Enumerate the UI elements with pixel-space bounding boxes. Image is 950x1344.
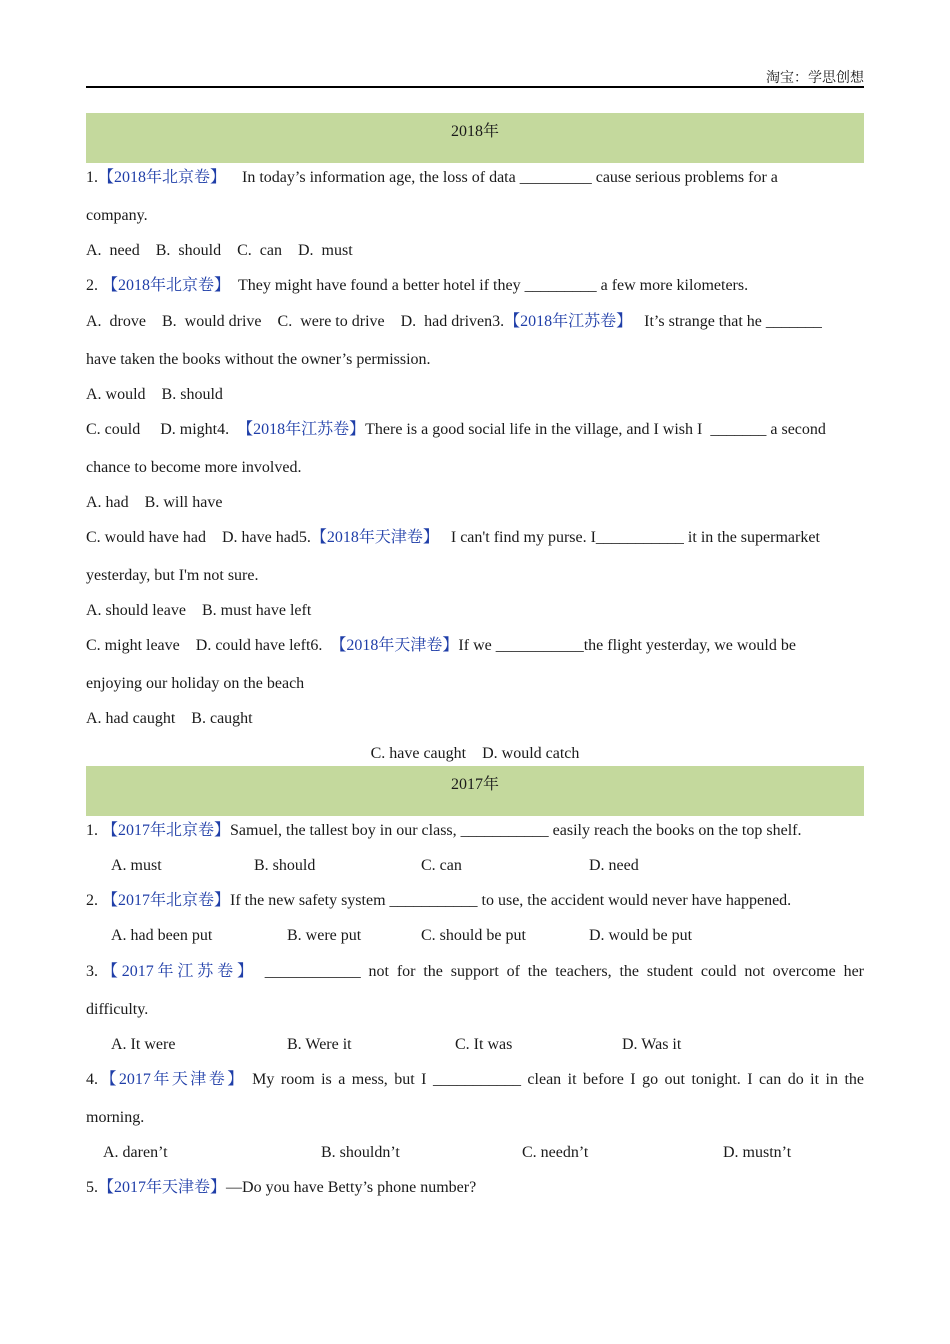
question-2018-1 bbox=[86, 167, 778, 189]
question-stem: If we ___________the flight yesterday, we would be bbox=[458, 637, 796, 654]
option-b: B. shouldn’t bbox=[321, 1144, 400, 1161]
question-options-and-next bbox=[86, 311, 822, 333]
question-stem-continued: company. bbox=[86, 207, 148, 224]
question-options: A. need B. should C. can D. must bbox=[86, 242, 353, 259]
question-source: 【2018年北京卷】 bbox=[102, 277, 231, 294]
question-source: 【2017年江苏卷】 bbox=[98, 963, 257, 980]
question-2017-3 bbox=[86, 961, 864, 983]
question-number: 6. bbox=[310, 637, 323, 654]
question-options: A. had B. will have bbox=[86, 494, 223, 511]
question-options-and-next bbox=[86, 419, 826, 441]
question-options: A. should leave B. must have left bbox=[86, 602, 312, 619]
question-source: 【2018年江苏卷】 bbox=[504, 313, 633, 330]
option-b: B. were put bbox=[287, 927, 362, 944]
question-stem: Samuel, the tallest boy in our class, ___________ easily reach the books on the top shelf. bbox=[230, 822, 802, 839]
option-c: C. needn’t bbox=[522, 1144, 589, 1161]
question-stem-continued: morning. bbox=[86, 1109, 145, 1126]
header-text: 淘宝：学思创想 bbox=[766, 71, 864, 86]
option-a: A. had been put bbox=[111, 927, 213, 944]
page-header bbox=[86, 62, 864, 88]
question-source: 【2017年北京卷】 bbox=[102, 892, 231, 909]
question-source: 【2017年天津卷】 bbox=[98, 1071, 246, 1088]
question-stem: In today’s information age, the loss of data _________ cause serious problems for a bbox=[242, 169, 778, 186]
question-options: C. might leave D. could have left bbox=[86, 637, 311, 654]
question-options: C. could D. might bbox=[86, 421, 218, 438]
question-2017-1 bbox=[86, 820, 801, 842]
question-options: C. have caught D. would catch bbox=[370, 745, 580, 762]
question-source: 【2018年北京卷】 bbox=[98, 169, 227, 186]
question-2017-2 bbox=[86, 890, 791, 912]
question-number: 4. bbox=[86, 1071, 98, 1088]
option-c: C. can bbox=[421, 857, 462, 874]
question-number: 2. bbox=[86, 277, 102, 294]
question-options: C. would have had D. have had bbox=[86, 529, 299, 546]
question-stem: —Do you have Betty’s phone number? bbox=[226, 1179, 477, 1196]
question-source: 【2018年天津卷】 bbox=[310, 529, 439, 546]
option-b: B. should bbox=[254, 857, 316, 874]
question-stem-continued: have taken the books without the owner’s permission. bbox=[86, 351, 431, 368]
question-number: 1. bbox=[86, 822, 102, 839]
question-source: 【2018年江苏卷】 bbox=[237, 421, 366, 438]
option-a: A. daren’t bbox=[103, 1144, 168, 1161]
question-stem: They might have found a better hotel if they _________ a few more kilometers. bbox=[238, 277, 749, 294]
option-d: D. mustn’t bbox=[723, 1144, 792, 1161]
option-d: D. would be put bbox=[589, 927, 693, 944]
question-number: 3. bbox=[492, 313, 505, 330]
option-a: A. It were bbox=[111, 1036, 176, 1053]
question-options: A. drove B. would drive C. were to drive D. had driven bbox=[86, 313, 493, 330]
question-stem: ____________ not for the support of the teachers, the student could not overcome her bbox=[264, 963, 864, 980]
question-2018-2 bbox=[86, 275, 748, 297]
question-number: 5. bbox=[298, 529, 311, 546]
option-c: C. should be put bbox=[421, 927, 526, 944]
option-b: B. Were it bbox=[287, 1036, 352, 1053]
question-stem: If the new safety system ___________ to use, the accident would never have happened. bbox=[230, 892, 792, 909]
section-band-2018 bbox=[86, 113, 864, 163]
section-band-2017 bbox=[86, 766, 864, 816]
option-c: C. It was bbox=[455, 1036, 513, 1053]
option-d: D. need bbox=[589, 857, 639, 874]
question-stem-continued: enjoying our holiday on the beach bbox=[86, 675, 305, 692]
question-stem: It’s strange that he _______ bbox=[644, 313, 822, 330]
question-source: 【2017年北京卷】 bbox=[102, 822, 231, 839]
question-stem-continued: yesterday, but I'm not sure. bbox=[86, 567, 259, 584]
question-options: A. had caught B. caught bbox=[86, 710, 253, 727]
question-stem-continued: difficulty. bbox=[86, 1001, 149, 1018]
question-number: 4. bbox=[217, 421, 230, 438]
section-title-2017: 2017年 bbox=[450, 776, 499, 793]
question-number: 2. bbox=[86, 892, 102, 909]
question-options-and-next bbox=[86, 527, 820, 549]
question-2017-4 bbox=[86, 1069, 864, 1091]
question-source: 【2018年天津卷】 bbox=[330, 637, 459, 654]
question-stem: There is a good social life in the village, and I wish I _______ a second bbox=[365, 421, 826, 438]
section-title-2018: 2018年 bbox=[450, 123, 499, 140]
question-options-and-next bbox=[86, 635, 796, 657]
option-d: D. Was it bbox=[622, 1036, 682, 1053]
question-stem-continued: chance to become more involved. bbox=[86, 459, 302, 476]
question-stem: My room is a mess, but I ___________ clean it before I go out tonight. I can do it in the bbox=[252, 1071, 864, 1088]
question-number: 1. bbox=[86, 169, 98, 186]
question-source: 【2017年天津卷】 bbox=[98, 1179, 227, 1196]
option-a: A. must bbox=[111, 857, 162, 874]
question-number: 3. bbox=[86, 963, 98, 980]
question-number: 5. bbox=[86, 1179, 98, 1196]
question-options: A. would B. should bbox=[86, 386, 223, 403]
question-2017-5 bbox=[86, 1177, 476, 1199]
question-stem: I can't find my purse. I___________ it in the supermarket bbox=[450, 529, 820, 546]
